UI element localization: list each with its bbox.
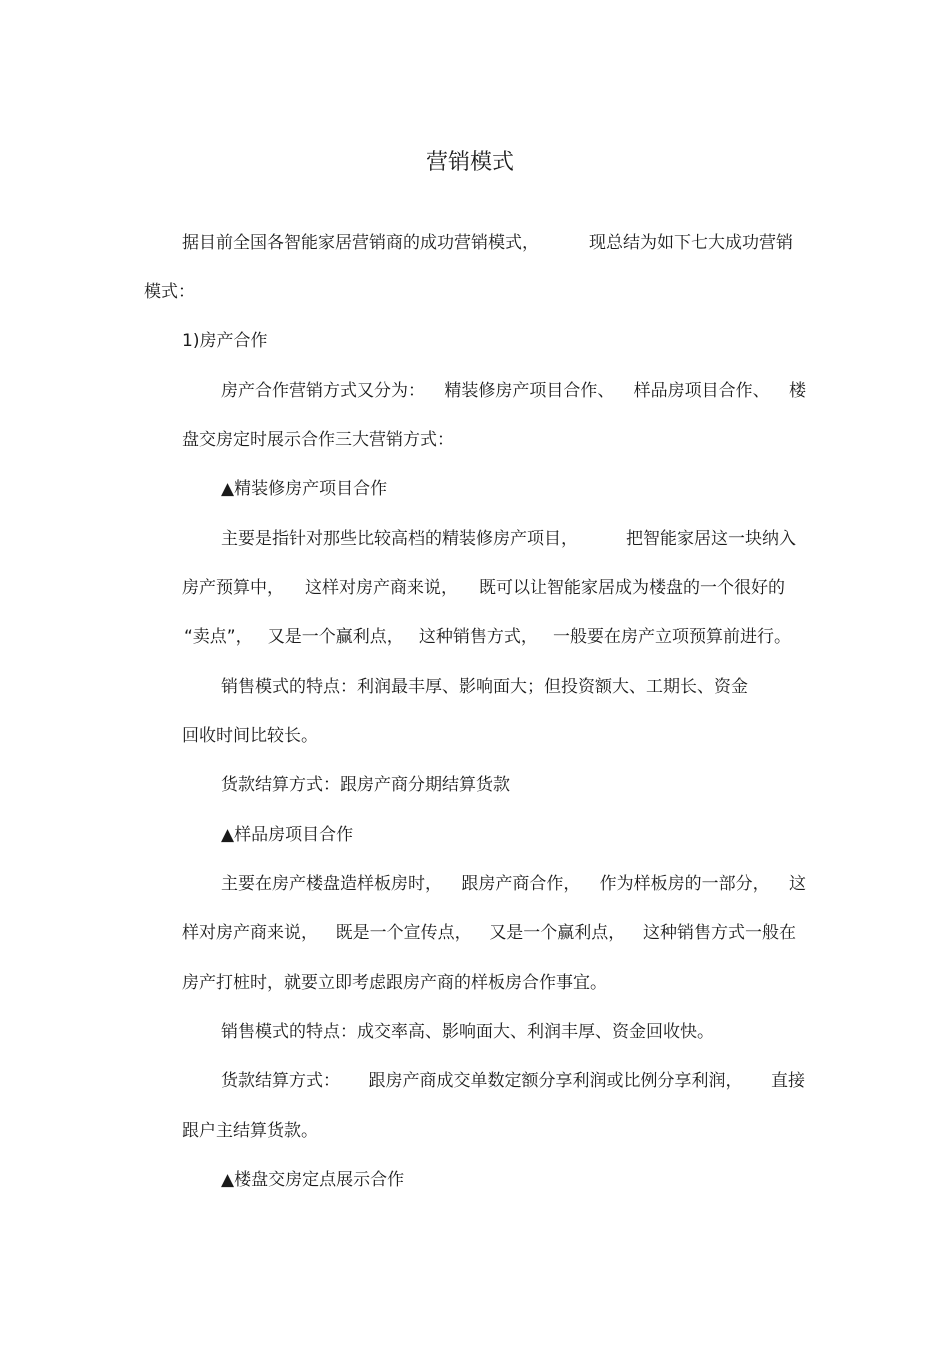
text-segment: 现总结为如下七大成功营销: [589, 233, 793, 253]
text-segment: 跟房产商成交单数定额分享利润或比例分享利润，: [368, 1071, 743, 1091]
paragraph-line: [221, 527, 796, 551]
paragraph-line: [182, 576, 785, 600]
section-heading: 1)房产合作: [182, 331, 268, 351]
text-segment: 主要是指针对那些比较高档的精装修房产项目，: [221, 529, 578, 549]
text-segment: 一般要在房产立项预算前进行。: [553, 627, 791, 647]
features-line-1: 销售模式的特点：利润最丰厚、影响面大；但投资额大、工期长、资金: [221, 677, 748, 697]
text-segment: 这种销售方式，: [418, 627, 538, 647]
payment-line-1: [221, 1069, 805, 1093]
intro-line-2: 模式：: [144, 282, 195, 302]
text-segment: 据目前全国各智能家居营销商的成功营销模式，: [182, 233, 539, 253]
text-segment: 主要在房产楼盘造样板房时，: [221, 874, 442, 894]
payment-line-2: 跟户主结算货款。: [182, 1121, 318, 1141]
payment-line: 货款结算方式：跟房产商分期结算货款: [221, 775, 510, 795]
text-segment: 这种销售方式一般在: [642, 923, 796, 943]
text-segment: 楼: [788, 381, 806, 401]
features-line: 销售模式的特点：成交率高、影响面大、利润丰厚、资金回收快。: [221, 1022, 714, 1042]
section-desc-line-1: [221, 379, 806, 403]
document-title: 营销模式: [425, 150, 514, 175]
text-segment: 精装修房产项目合作、: [444, 381, 615, 401]
text-segment: 作为样板房的一部分，: [599, 874, 770, 894]
text-segment: 把智能家居这一块纳入: [626, 529, 796, 549]
intro-line-1: [182, 231, 793, 255]
subsection-heading: ▲样品房项目合作: [221, 825, 354, 845]
text-segment: 样对房产商来说，: [182, 923, 318, 943]
text-segment: 又是一个赢利点，: [489, 923, 626, 943]
subsection-heading: ▲楼盘交房定点展示合作: [221, 1170, 405, 1190]
text-segment: 货款结算方式：: [221, 1071, 340, 1091]
text-segment: “卖点”，: [184, 627, 253, 647]
text-segment: 直接: [771, 1071, 805, 1091]
text-segment: 房产预算中，: [182, 578, 284, 598]
text-segment: 样品房项目合作、: [633, 381, 770, 401]
paragraph-line: [184, 625, 791, 649]
features-line-2: 回收时间比较长。: [182, 726, 318, 746]
text-segment: 这样对房产商来说，: [305, 578, 458, 598]
text-segment: 房产合作营销方式又分为：: [221, 381, 425, 401]
subsection-heading: ▲精装修房产项目合作: [221, 479, 388, 499]
paragraph-line: [182, 921, 796, 945]
text-segment: 既可以让智能家居成为楼盘的一个很好的: [479, 578, 785, 598]
section-desc-line-2: 盘交房定时展示合作三大营销方式：: [182, 430, 454, 450]
text-segment: 跟房产商合作，: [461, 874, 581, 894]
text-segment: 又是一个赢利点，: [267, 627, 404, 647]
text-segment: 既是一个宣传点，: [335, 923, 472, 943]
text-segment: 这: [788, 874, 806, 894]
paragraph-line: [221, 872, 806, 896]
paragraph-line: 房产打桩时，就要立即考虑跟房产商的样板房合作事宜。: [182, 973, 607, 993]
